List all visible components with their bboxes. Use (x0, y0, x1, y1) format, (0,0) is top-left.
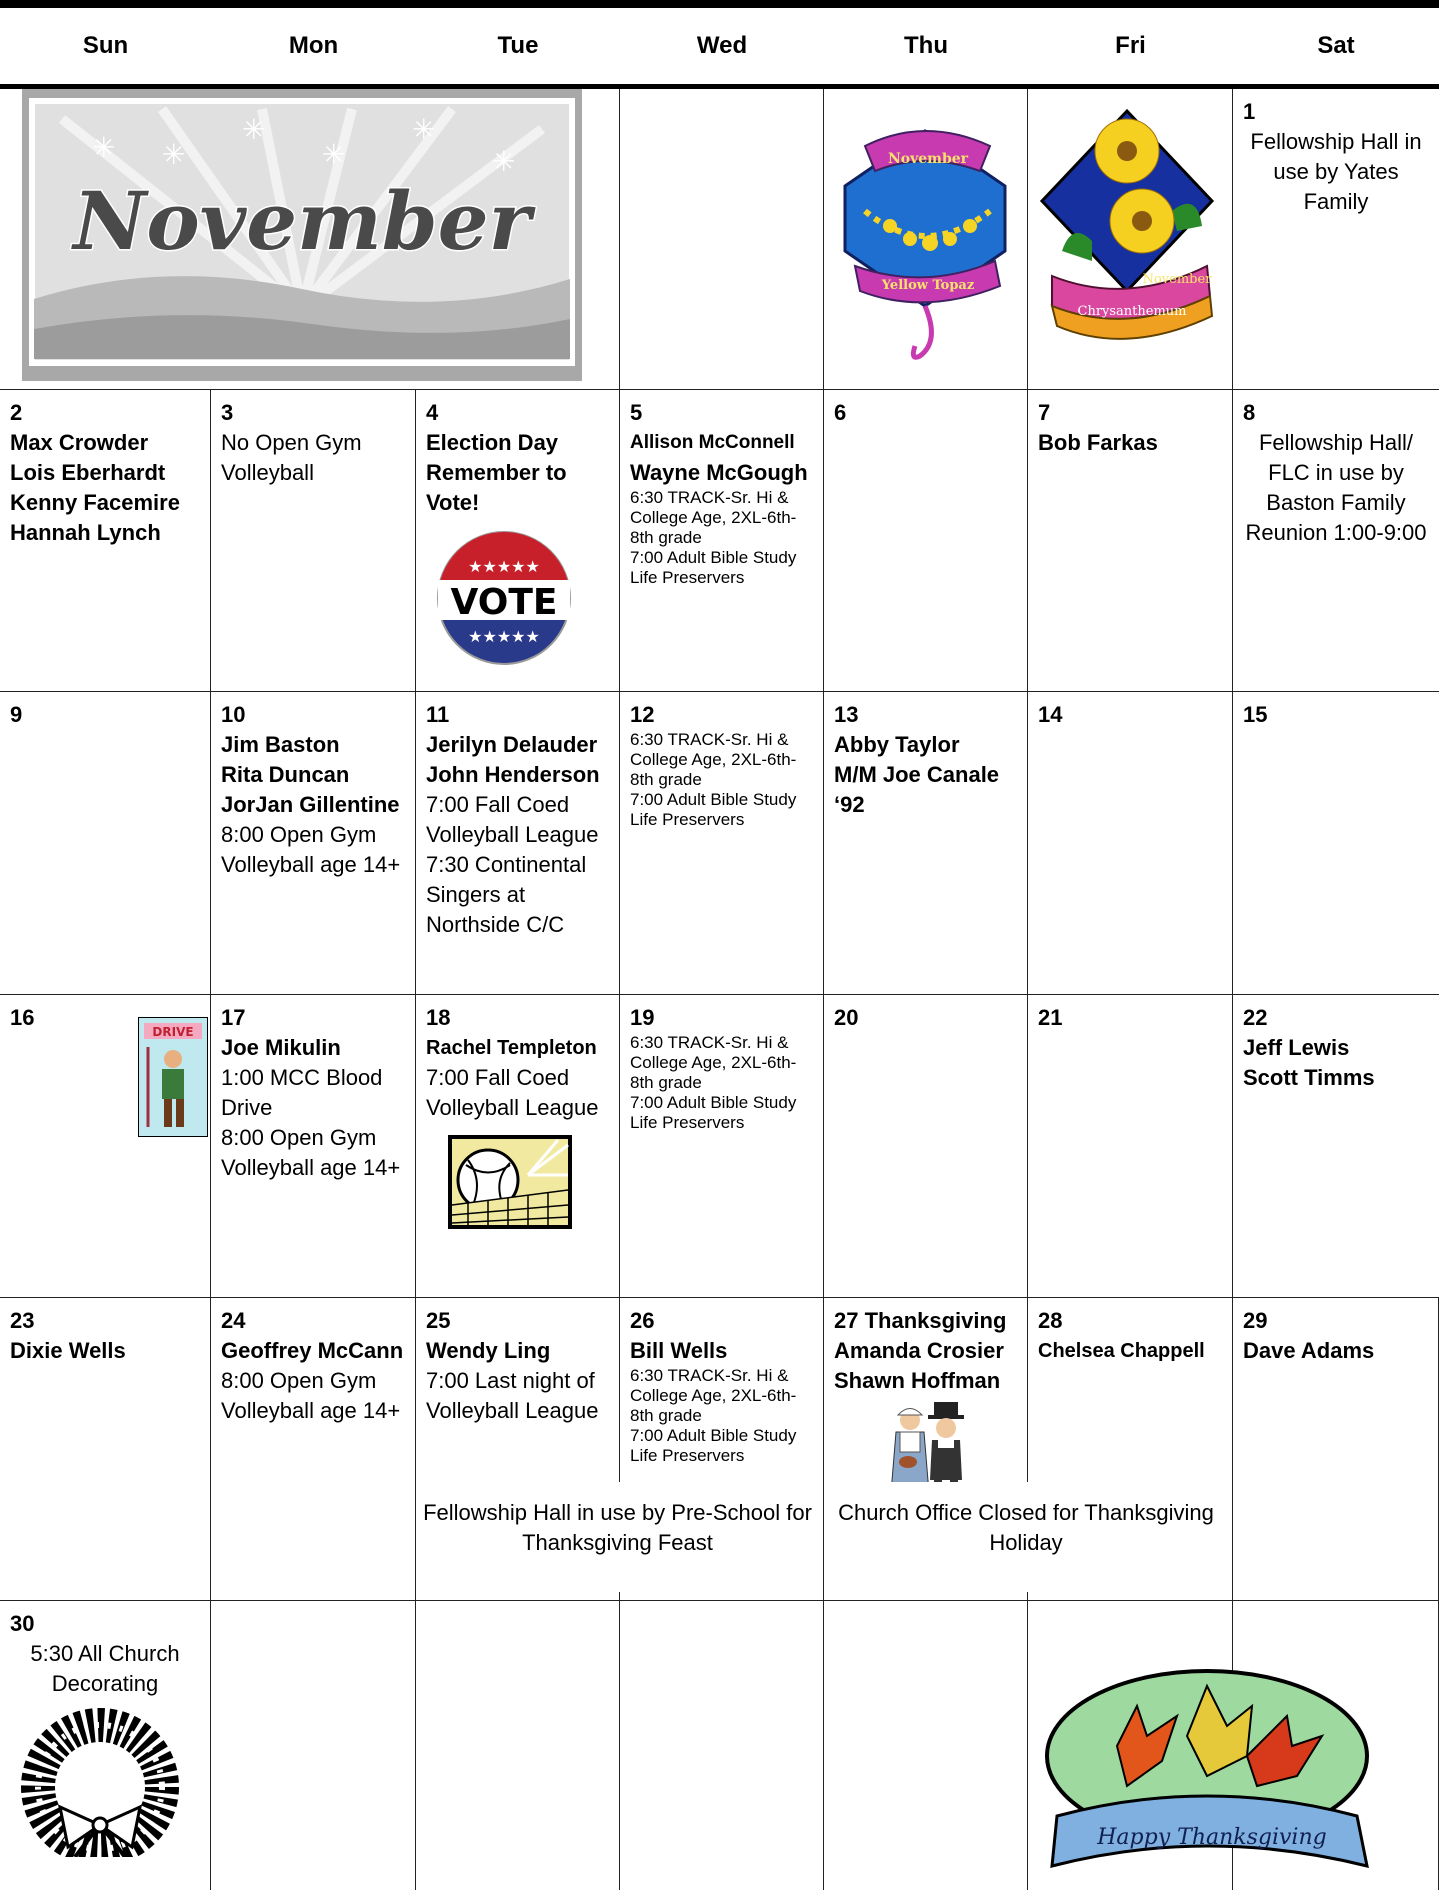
day-number: 11 (426, 702, 450, 727)
birthday-name: Rita Duncan (221, 762, 350, 787)
day-number: 10 (221, 702, 246, 727)
day-number: 27 Thanksgiving (834, 1308, 1007, 1333)
day-number: 18 (426, 1005, 451, 1030)
birthday-name: Jerilyn Delauder (426, 732, 598, 757)
day-cell-empty (620, 1601, 824, 1890)
svg-text:November: November (1142, 272, 1212, 287)
svg-text:Yellow Topaz: Yellow Topaz (881, 278, 975, 293)
day-number: 2 (10, 400, 23, 425)
day-cell-10 (211, 692, 416, 994)
birthday-name: Amanda Crosier (834, 1338, 1004, 1363)
svg-text:★★★★★: ★★★★★ (468, 557, 540, 576)
day-number: 29 (1243, 1308, 1268, 1333)
birthday-name: Geoffrey McCann (221, 1338, 404, 1363)
birthday-name: Allison McConnell (630, 432, 795, 453)
weekday-header (0, 8, 1439, 89)
day-header-thu: Thu (904, 32, 948, 59)
day-cell-empty (1028, 89, 1233, 389)
event-text: 6:30 TRACK-Sr. Hi & College Age, 2XL-6th-8th grade (630, 1033, 797, 1092)
birthday-name: Bill Wells (630, 1338, 728, 1363)
svg-text:✳: ✳ (322, 138, 346, 171)
day-number: 30 (10, 1611, 35, 1636)
week-row-3 (0, 692, 1439, 995)
day-number: 5 (630, 400, 643, 425)
week-row-6 (0, 1601, 1439, 1890)
svg-text:✳: ✳ (492, 145, 516, 178)
day-cell-22 (1233, 995, 1439, 1297)
day-number: 19 (630, 1005, 655, 1030)
month-banner-cell (0, 89, 620, 389)
day-cell-13 (824, 692, 1028, 994)
day-cell-1 (1233, 89, 1439, 389)
day-number: 14 (1038, 702, 1063, 727)
day-number: 15 (1243, 702, 1268, 727)
event-text: 6:30 TRACK-Sr. Hi & College Age, 2XL-6th-8th grade (630, 1366, 797, 1425)
day-cell-21 (1028, 995, 1233, 1297)
event-text: 7:00 Last night of Volleyball League (426, 1368, 599, 1423)
event-text: 8:00 Open Gym Volleyball age 14+ (221, 1368, 401, 1423)
day-header-mon: Mon (288, 32, 339, 59)
svg-text:✳: ✳ (92, 131, 116, 164)
november-banner-image (22, 89, 582, 381)
day-number: 9 (10, 702, 23, 727)
week-row-5 (0, 1298, 1439, 1601)
day-cell-5 (620, 390, 824, 691)
day-cell-empty (620, 89, 824, 389)
birthday-name: Abby Taylor (834, 732, 960, 757)
day-cell-16 (0, 995, 211, 1297)
event-text: No Open Gym Volleyball (221, 430, 362, 485)
svg-text:DRIVE: DRIVE (152, 1025, 194, 1039)
day-cell-6 (824, 390, 1028, 691)
birthday-name: Shawn Hoffman (834, 1368, 1001, 1393)
day-header-wed: Wed (696, 32, 748, 59)
birthday-name: Wendy Ling (426, 1338, 551, 1363)
day-number: 12 (630, 702, 655, 727)
event-text: 7:00 Adult Bible Study Life Preservers (630, 790, 797, 829)
birthday-name: Wayne McGough (630, 460, 808, 485)
svg-text:★★★★★: ★★★★★ (468, 627, 540, 646)
day-number: 20 (834, 1005, 859, 1030)
day-cell-12 (620, 692, 824, 994)
event-text: 6:30 TRACK-Sr. Hi & College Age, 2XL-6th-8th grade (630, 488, 797, 547)
svg-text:VOTE: VOTE (450, 582, 558, 623)
svg-text:✳: ✳ (412, 113, 436, 146)
day-cell-30 (0, 1601, 211, 1890)
birthday-name: Kenny Facemire (10, 490, 180, 515)
week-row-2 (0, 390, 1439, 692)
day-number: 26 (630, 1308, 655, 1333)
day-cell-empty (824, 89, 1028, 389)
event-text: 8:00 Open Gym Volleyball age 14+ (221, 822, 401, 877)
svg-text:Chrysanthemum: Chrysanthemum (1077, 304, 1187, 319)
birthday-name: Jeff Lewis (1243, 1035, 1350, 1060)
office-closed-note: Church Office Closed for Thanksgiving Holiday (826, 1482, 1226, 1592)
day-cell-24 (211, 1298, 416, 1600)
top-rule (0, 0, 1439, 8)
birthday-name: Hannah Lynch (10, 520, 161, 545)
day-cell-17 (211, 995, 416, 1297)
svg-text:✳: ✳ (242, 113, 266, 146)
day-number: 1 (1243, 99, 1256, 124)
birthday-name: Chelsea Chappell (1038, 1340, 1205, 1362)
week-row-4 (0, 995, 1439, 1298)
day-cell-20 (824, 995, 1028, 1297)
event-text: 5:30 All Church Decorating (30, 1641, 180, 1696)
birthday-name: Joe Mikulin (221, 1035, 341, 1060)
day-number: 7 (1038, 400, 1051, 425)
day-cell-11 (416, 692, 620, 994)
day-header-sat: Sat (1317, 32, 1355, 59)
event-text: 8:00 Open Gym Volleyball age 14+ (221, 1125, 401, 1180)
day-number: 3 (221, 400, 234, 425)
birthday-name: Dixie Wells (10, 1338, 126, 1363)
yellow-topaz-image (830, 91, 1020, 371)
day-number: 23 (10, 1308, 35, 1333)
day-cell-empty (824, 1601, 1028, 1890)
event-text: 6:30 TRACK-Sr. Hi & College Age, 2XL-6th-8th grade (630, 730, 797, 789)
week-row-1 (0, 89, 1439, 390)
day-number: 24 (221, 1308, 246, 1333)
day-cell-15 (1233, 692, 1439, 994)
day-cell-23 (0, 1298, 211, 1600)
calendar-grid (0, 89, 1439, 1890)
wreath-image (20, 1707, 190, 1857)
day-number: 4 (426, 400, 439, 425)
blood-drive-image (138, 1017, 208, 1137)
chrysanthemum-image (1032, 91, 1222, 371)
volleyball-image (448, 1135, 572, 1229)
day-number: 17 (221, 1005, 246, 1030)
event-text: 7:00 Fall Coed Volleyball League (426, 792, 599, 847)
preschool-feast-note: Fellowship Hall in use by Pre-School for Thanksgiving Feast (417, 1482, 818, 1592)
birthday-name: Scott Timms (1243, 1065, 1375, 1090)
event-text: 7:00 Adult Bible Study Life Preservers (630, 1426, 797, 1465)
day-cell-19 (620, 995, 824, 1297)
birthday-name: John Henderson (426, 762, 600, 787)
day-number: 28 (1038, 1308, 1063, 1333)
event-text: 7:00 Adult Bible Study Life Preservers (630, 1093, 797, 1132)
event-text: Fellowship Hall/ FLC in use by Baston Family Reunion 1:00-9:00 (1245, 430, 1427, 545)
day-number: 25 (426, 1308, 451, 1333)
event-text: 7:00 Fall Coed Volleyball League (426, 1065, 599, 1120)
day-cell-9 (0, 692, 211, 994)
birthday-name: JorJan Gillentine (221, 792, 400, 817)
anniversary-name: M/M Joe Canale ‘92 (834, 762, 1000, 817)
event-text: 7:00 Adult Bible Study Life Preservers (630, 548, 797, 587)
day-cell-7 (1028, 390, 1233, 691)
day-header-fri: Fri (1115, 32, 1146, 59)
day-cell-2 (0, 390, 211, 691)
day-cell-14 (1028, 692, 1233, 994)
day-cell-empty (416, 1601, 620, 1890)
event-text: 1:00 MCC Blood Drive (221, 1065, 383, 1120)
day-cell-29 (1233, 1298, 1439, 1600)
day-number: 8 (1243, 400, 1256, 425)
day-number: 16 (10, 1005, 35, 1030)
birthday-name: Bob Farkas (1038, 430, 1158, 455)
day-cell-8 (1233, 390, 1439, 691)
vote-button-image (434, 528, 574, 668)
day-number: 6 (834, 400, 847, 425)
day-header-sun: Sun (82, 32, 129, 59)
birthday-name: Rachel Templeton (426, 1037, 597, 1059)
birthday-name: Jim Baston (221, 732, 340, 757)
day-header-tue: Tue (497, 32, 539, 59)
day-cell-18 (416, 995, 620, 1297)
day-cell-empty (211, 1601, 416, 1890)
happy-thanksgiving-image (1037, 1666, 1377, 1886)
birthday-name: Max Crowder (10, 430, 149, 455)
day-cell-3 (211, 390, 416, 691)
svg-text:November: November (73, 174, 531, 268)
event-text: Fellowship Hall in use by Yates Family (1250, 129, 1422, 214)
birthday-name: Lois Eberhardt (10, 460, 166, 485)
day-number: 21 (1038, 1005, 1063, 1030)
birthday-name: Dave Adams (1243, 1338, 1375, 1363)
day-number: 13 (834, 702, 859, 727)
event-text: Election Day Remember to Vote! (426, 430, 567, 515)
day-number: 22 (1243, 1005, 1268, 1030)
event-text: 7:30 Continental Singers at Northside C/C (426, 852, 587, 937)
svg-text:Happy Thanksgiving: Happy Thanksgiving (1097, 1825, 1327, 1850)
svg-text:✳: ✳ (162, 138, 186, 171)
svg-text:November: November (887, 151, 969, 167)
day-cell-4 (416, 390, 620, 691)
